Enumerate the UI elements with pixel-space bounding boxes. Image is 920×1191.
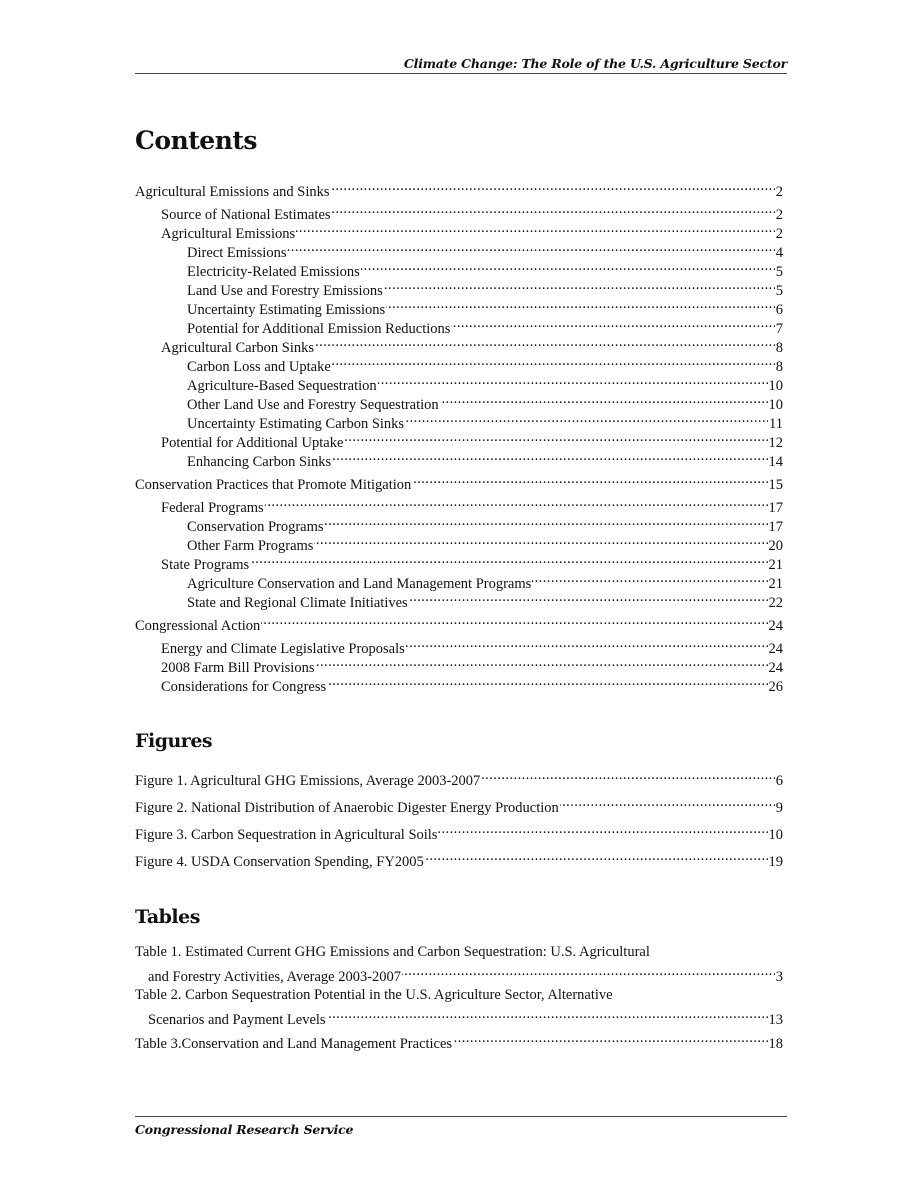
table-entry[interactable] (135, 943, 783, 985)
toc-entry[interactable]: Enhancing Carbon Sinks . . . 14 (135, 447, 783, 466)
figure-entry[interactable]: Figure 3. Carbon Sequestration in Agricultural Soils . . . 10 (135, 820, 783, 839)
contents-title: Contents (135, 126, 258, 155)
table-entry-line2: and Forestry Activities, Average 2003-2007 . . . 3 (135, 962, 783, 981)
toc-entry[interactable]: 2008 Farm Bill Provisions . . . 24 (135, 653, 783, 672)
toc-entry[interactable]: Agricultural Emissions and Sinks . . . 2 (135, 177, 783, 196)
figure-entry[interactable]: Figure 4. USDA Conservation Spending, FY2005 . . . 19 (135, 847, 783, 866)
figures-title: Figures (135, 730, 213, 752)
figure-entry[interactable]: Figure 1. Agricultural GHG Emissions, Average 2003-2007 . . . 6 (135, 766, 783, 785)
tables-list (135, 943, 783, 1052)
toc-entry[interactable]: Carbon Loss and Uptake . . . 8 (135, 352, 783, 371)
toc-entry[interactable]: State Programs . . . 21 (135, 550, 783, 569)
toc-entry[interactable]: Agricultural Emissions . . . 2 (135, 219, 783, 238)
footer-rule (135, 1116, 787, 1117)
toc-entry[interactable]: Potential for Additional Uptake . . . 12 (135, 428, 783, 447)
toc-entry[interactable]: Considerations for Congress . . . 26 (135, 672, 783, 691)
toc-entry[interactable]: Energy and Climate Legislative Proposals . . . 24 (135, 634, 783, 653)
toc-entry[interactable]: Other Land Use and Forestry Sequestration . . . 10 (135, 390, 783, 409)
table-entry[interactable] (135, 986, 783, 1028)
toc-entry[interactable]: Agriculture-Based Sequestration . . . 10 (135, 371, 783, 390)
toc-entry[interactable]: Congressional Action . . . 24 (135, 611, 783, 630)
table-entry[interactable]: Table 3.Conservation and Land Management Practices . . . 18 (135, 1029, 783, 1048)
toc-entry[interactable]: Agricultural Carbon Sinks . . . 8 (135, 333, 783, 352)
figures-list (135, 766, 783, 870)
header-rule (135, 73, 787, 74)
table-entry-line1: Table 2. Carbon Sequestration Potential in the U.S. Agriculture Sector, Alternative (135, 987, 613, 1003)
running-header: Climate Change: The Role of the U.S. Agriculture Sector (403, 56, 787, 71)
toc-entry[interactable]: Uncertainty Estimating Emissions . . . 6 (135, 295, 783, 314)
toc-entry[interactable]: State and Regional Climate Initiatives . . . 22 (135, 588, 783, 607)
toc-entry[interactable]: Other Farm Programs . . . 20 (135, 531, 783, 550)
toc-entry[interactable]: Electricity-Related Emissions . . . 5 (135, 257, 783, 276)
toc-entry[interactable]: Federal Programs . . . 17 (135, 493, 783, 512)
figure-entry[interactable]: Figure 2. National Distribution of Anaerobic Digester Energy Production . . . 9 (135, 793, 783, 812)
toc-entry[interactable]: Uncertainty Estimating Carbon Sinks . . . 11 (135, 409, 783, 428)
contents-list (135, 177, 783, 695)
toc-entry[interactable]: Potential for Additional Emission Reductions . . . 7 (135, 314, 783, 333)
table-entry-line2: Scenarios and Payment Levels . . . 13 (135, 1005, 783, 1024)
toc-entry[interactable]: Land Use and Forestry Emissions . . . 5 (135, 276, 783, 295)
toc-entry[interactable]: Conservation Programs . . . 17 (135, 512, 783, 531)
toc-entry[interactable]: Agriculture Conservation and Land Management Programs . . . 21 (135, 569, 783, 588)
toc-entry[interactable]: Conservation Practices that Promote Mitigation . . . 15 (135, 470, 783, 489)
tables-title: Tables (135, 906, 200, 928)
running-footer: Congressional Research Service (135, 1122, 354, 1137)
table-entry-line1: Table 1. Estimated Current GHG Emissions and Carbon Sequestration: U.S. Agricultural (135, 944, 650, 960)
toc-entry[interactable]: Source of National Estimates . . . 2 (135, 200, 783, 219)
toc-entry[interactable]: Direct Emissions . . . 4 (135, 238, 783, 257)
